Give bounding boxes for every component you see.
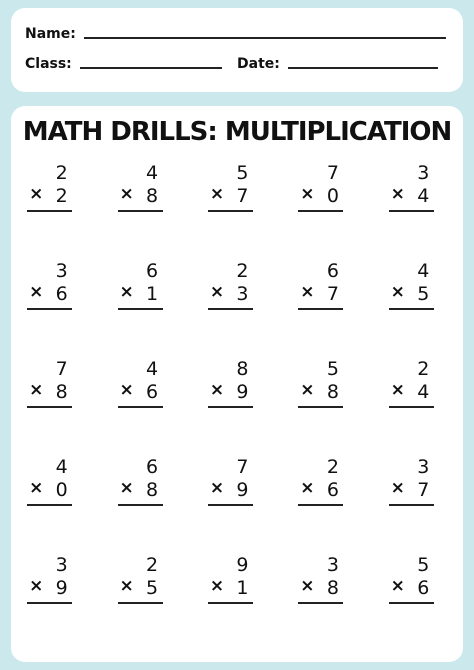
bottom-number: 4 [417, 185, 430, 207]
bottom-number: 6 [417, 577, 430, 599]
answer-line[interactable] [298, 504, 343, 506]
top-number: 7 [326, 162, 339, 184]
times-sign: × [119, 380, 134, 400]
times-sign: × [209, 576, 225, 596]
bottom-number: 8 [326, 381, 339, 403]
problem-3 [192, 162, 282, 260]
answer-line[interactable] [27, 504, 72, 506]
times-sign: × [119, 478, 134, 498]
answer-line[interactable] [118, 308, 163, 310]
name-line[interactable] [84, 37, 446, 39]
top-number: 2 [326, 456, 339, 478]
top-number: 2 [417, 358, 430, 380]
answer-line[interactable] [118, 504, 163, 506]
problem-12 [101, 358, 191, 456]
answer-line[interactable] [27, 308, 72, 310]
times-sign: × [300, 478, 315, 498]
answer-line[interactable] [208, 406, 253, 408]
bottom-number: 6 [55, 283, 68, 305]
top-number: 5 [236, 162, 249, 184]
top-number: 3 [326, 554, 339, 576]
date-label: Date: [237, 56, 280, 72]
times-sign: × [300, 282, 315, 302]
problem-4 [282, 162, 372, 260]
problem-19 [282, 456, 372, 554]
times-sign: × [29, 282, 44, 302]
problem-16 [11, 456, 101, 554]
bottom-number: 6 [326, 479, 339, 501]
bottom-number: 8 [146, 479, 159, 501]
top-number: 2 [55, 162, 68, 184]
answer-line[interactable] [118, 602, 163, 604]
class-label: Class: [25, 56, 72, 72]
bottom-number: 8 [326, 577, 339, 599]
times-sign: × [29, 576, 44, 596]
name-field [25, 26, 446, 42]
answer-line[interactable] [118, 406, 163, 408]
top-number: 4 [146, 162, 159, 184]
times-sign: × [119, 184, 134, 204]
top-number: 4 [417, 260, 430, 282]
bottom-number: 2 [55, 185, 68, 207]
times-sign: × [300, 576, 315, 596]
problem-2 [101, 162, 191, 260]
problem-10 [373, 260, 463, 358]
class-line[interactable] [80, 67, 222, 69]
times-sign: × [29, 380, 44, 400]
problem-7 [101, 260, 191, 358]
problem-14 [282, 358, 372, 456]
answer-line[interactable] [389, 210, 434, 212]
bottom-number: 0 [326, 185, 339, 207]
problem-17 [101, 456, 191, 554]
worksheet-card [11, 106, 463, 662]
times-sign: × [390, 184, 405, 204]
top-number: 5 [326, 358, 339, 380]
bottom-number: 3 [236, 283, 249, 305]
problem-18 [192, 456, 282, 554]
problem-24 [282, 554, 372, 652]
date-line[interactable] [288, 67, 438, 69]
times-sign: × [29, 478, 44, 498]
answer-line[interactable] [389, 602, 434, 604]
bottom-number: 5 [146, 577, 159, 599]
answer-line[interactable] [27, 406, 72, 408]
problem-5 [373, 162, 463, 260]
top-number: 3 [417, 456, 430, 478]
times-sign: × [209, 380, 225, 400]
bottom-number: 1 [146, 283, 159, 305]
times-sign: × [209, 184, 225, 204]
times-sign: × [390, 478, 405, 498]
bottom-number: 0 [55, 479, 68, 501]
problem-grid [11, 162, 463, 652]
bottom-number: 6 [146, 381, 159, 403]
top-number: 6 [146, 260, 159, 282]
worksheet-title: MATH DRILLS: MULTIPLICATION [22, 117, 452, 147]
problem-20 [373, 456, 463, 554]
top-number: 6 [326, 260, 339, 282]
times-sign: × [300, 184, 315, 204]
top-number: 8 [236, 358, 249, 380]
top-number: 3 [55, 260, 68, 282]
times-sign: × [119, 576, 134, 596]
times-sign: × [390, 576, 405, 596]
bottom-number: 8 [55, 381, 68, 403]
bottom-number: 5 [417, 283, 430, 305]
class-field [25, 56, 222, 72]
answer-line[interactable] [298, 308, 343, 310]
answer-line[interactable] [389, 308, 434, 310]
top-number: 7 [55, 358, 68, 380]
top-number: 6 [146, 456, 159, 478]
header-card [11, 8, 463, 92]
top-number: 2 [236, 260, 249, 282]
top-number: 7 [236, 456, 249, 478]
top-number: 2 [146, 554, 159, 576]
problem-8 [192, 260, 282, 358]
answer-line[interactable] [298, 406, 343, 408]
answer-line[interactable] [208, 308, 253, 310]
answer-line[interactable] [27, 602, 72, 604]
bottom-number: 9 [236, 381, 249, 403]
bottom-number: 7 [326, 283, 339, 305]
problem-22 [101, 554, 191, 652]
answer-line[interactable] [208, 210, 253, 212]
answer-line[interactable] [118, 210, 163, 212]
bottom-number: 7 [417, 479, 430, 501]
problem-11 [11, 358, 101, 456]
problem-13 [192, 358, 282, 456]
problem-23 [192, 554, 282, 652]
bottom-number: 9 [55, 577, 68, 599]
times-sign: × [390, 380, 405, 400]
problem-21 [11, 554, 101, 652]
problem-6 [11, 260, 101, 358]
name-label: Name: [25, 26, 76, 42]
top-number: 3 [55, 554, 68, 576]
answer-line[interactable] [389, 406, 434, 408]
answer-line[interactable] [208, 602, 253, 604]
problem-25 [373, 554, 463, 652]
answer-line[interactable] [27, 210, 72, 212]
date-field [237, 56, 438, 72]
bottom-number: 8 [146, 185, 159, 207]
bottom-number: 7 [236, 185, 249, 207]
problem-9 [282, 260, 372, 358]
times-sign: × [119, 282, 134, 302]
answer-line[interactable] [298, 210, 343, 212]
bottom-number: 1 [236, 577, 249, 599]
bottom-number: 9 [236, 479, 249, 501]
top-number: 4 [55, 456, 68, 478]
times-sign: × [29, 184, 44, 204]
top-number: 3 [417, 162, 430, 184]
top-number: 4 [146, 358, 159, 380]
problem-15 [373, 358, 463, 456]
top-number: 5 [417, 554, 430, 576]
times-sign: × [209, 282, 225, 302]
times-sign: × [390, 282, 405, 302]
answer-line[interactable] [298, 602, 343, 604]
top-number: 9 [236, 554, 249, 576]
times-sign: × [209, 478, 225, 498]
answer-line[interactable] [389, 504, 434, 506]
problem-1 [11, 162, 101, 260]
times-sign: × [300, 380, 315, 400]
bottom-number: 4 [417, 381, 430, 403]
answer-line[interactable] [208, 504, 253, 506]
